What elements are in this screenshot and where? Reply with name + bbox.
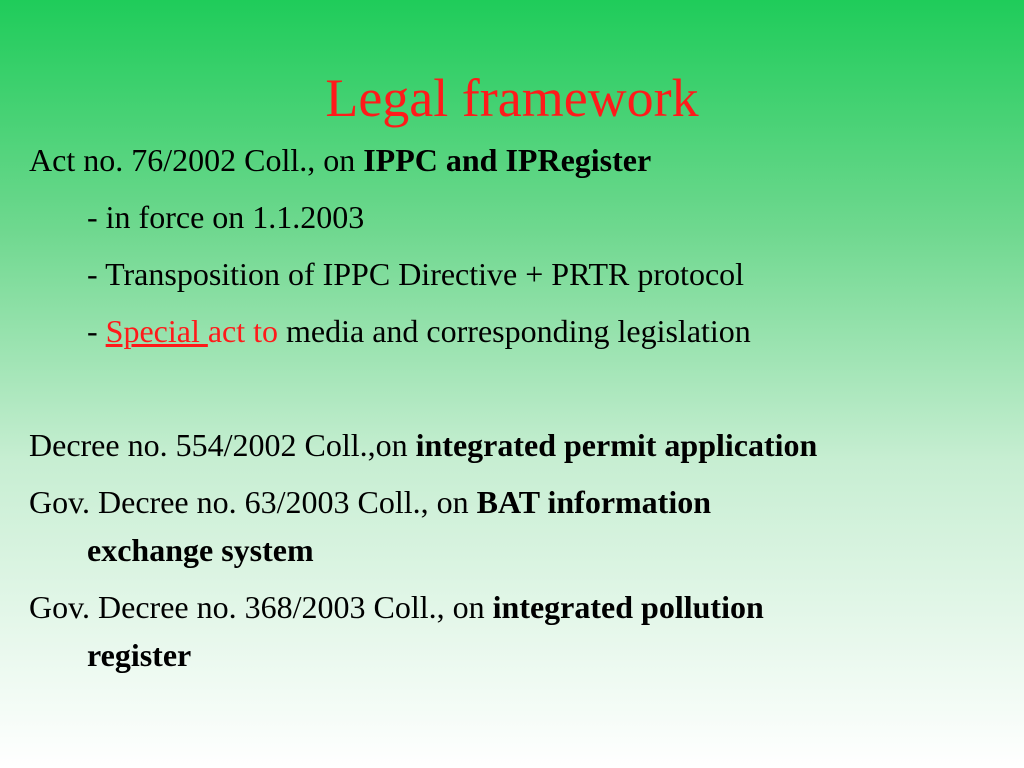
decree-554-line	[29, 425, 817, 465]
decree-554-prefix: Decree no. 554/2002 Coll.,on	[29, 427, 416, 463]
decree-554-subject: integrated permit application	[415, 427, 818, 463]
act-special-dash: -	[87, 313, 106, 349]
decree-368-subject-1: integrated pollution	[492, 589, 764, 625]
special-link[interactable]: Special	[105, 313, 208, 349]
decree-63-subject-1: BAT information	[476, 484, 712, 520]
act-special-rest: media and corresponding legislation	[278, 313, 751, 349]
act-special-line	[87, 311, 751, 351]
act-in-force: - in force on 1.1.2003	[87, 199, 365, 235]
act-transposition: - Transposition of IPPC Directive + PRTR protocol	[87, 256, 745, 292]
decree-63-prefix: Gov. Decree no. 63/2003 Coll., on	[29, 484, 477, 520]
act-subject: IPPC and IPRegister	[363, 142, 652, 178]
slide-title: Legal framework	[325, 68, 699, 128]
decree-63-line	[29, 482, 711, 522]
act-to-text: act to	[207, 313, 279, 349]
act-prefix: Act no. 76/2002 Coll., on	[29, 142, 364, 178]
decree-63-subject-2: exchange system	[87, 532, 314, 568]
act-line	[29, 140, 651, 180]
decree-368-prefix: Gov. Decree no. 368/2003 Coll., on	[29, 589, 493, 625]
decree-368-subject-2: register	[87, 637, 192, 673]
decree-368-line	[29, 587, 764, 627]
